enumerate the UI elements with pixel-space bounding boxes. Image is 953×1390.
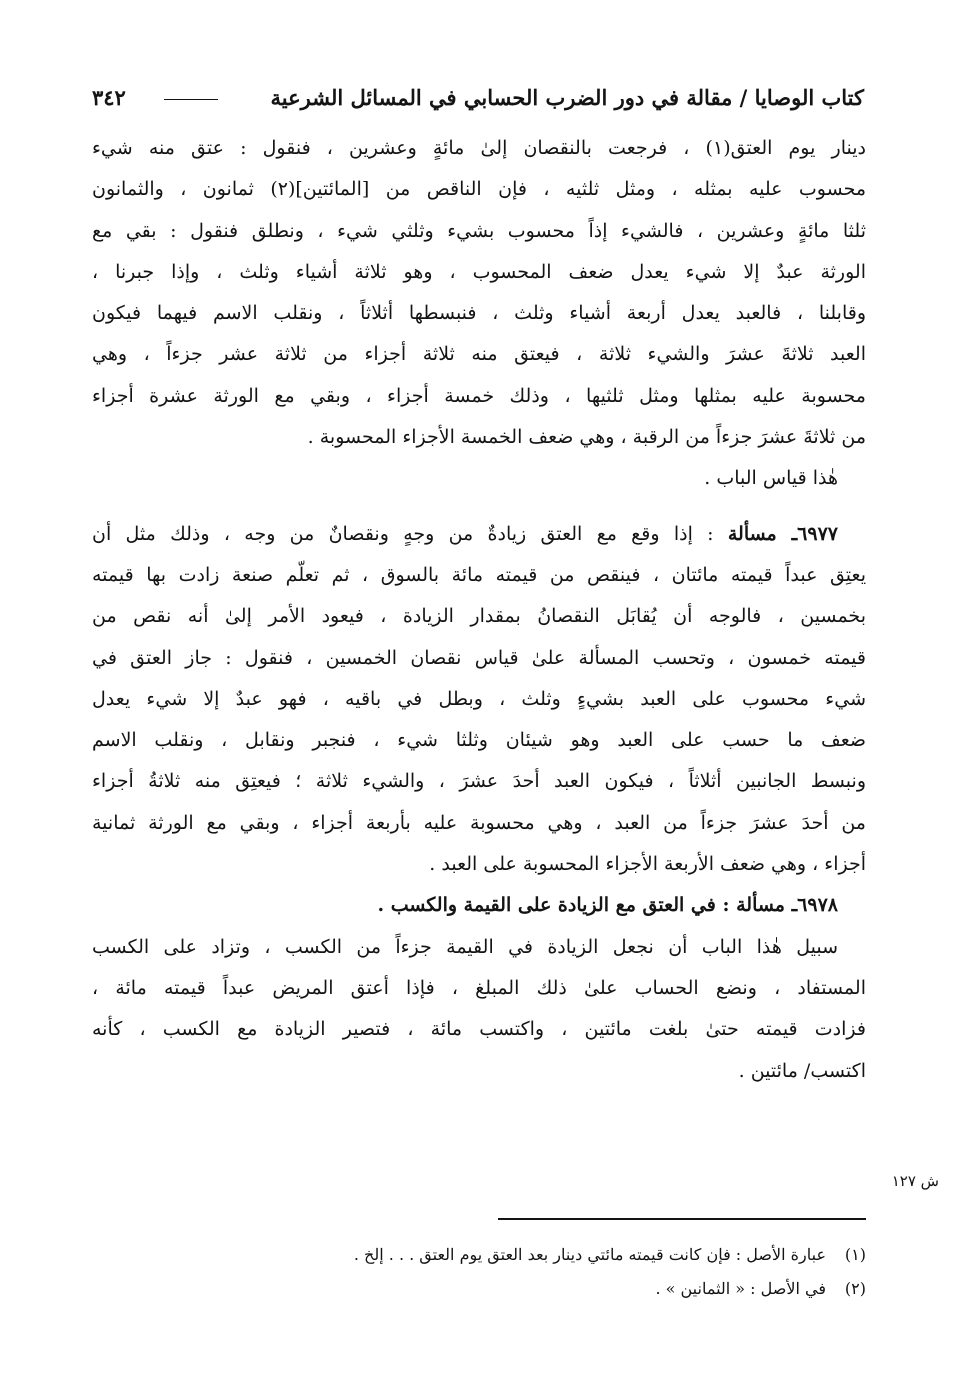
text-line: العبد ثلاثةَ عشرَ والشيء ثلاثة ، فيعتق منه ثلاثة أجزاء من ثلاثة عشر جزءاً ، وهي	[92, 343, 866, 366]
text-line: ثلثا مائةٍ وعشرين ، فالشيء إذاً محسوب بشيء وثلثي شيء ، ونطلق فنقول : بقي مع	[92, 219, 866, 242]
text-line: الورثة عبدٌ إلا شيء يعدل ضعف المحسوب ، وهو ثلاثة أشياء وثلث ، وإذا جبرنا ،	[92, 260, 866, 283]
footnote-2	[150, 1272, 866, 1306]
text-line: من ثلاثةَ عشرَ جزءاً من الرقبة ، وهي ضعف الخمسة الأجزاء المحسوبة .	[307, 426, 866, 449]
text-line: يعتِق عبداً قيمته مائتان ، فينقص من قيمته مائة بالسوق ، ثم تعلّم صنعة زادت بها قيمته	[92, 563, 866, 586]
footnote-1	[150, 1238, 866, 1272]
footnote-number: (٢)	[844, 1279, 866, 1298]
issue-label: ٦٩٧٨ـ مسألة	[736, 894, 838, 917]
text-line: فزادت قيمته حتىٰ بلغت مائتين ، واكتسب مائة ، فتصير الزيادة مع الكسب ، كأنه	[92, 1018, 866, 1041]
text-line: سبيل هٰذا الباب أن نجعل الزيادة في القيمة جزءاً من الكسب ، وتزاد على الكسب	[92, 935, 838, 958]
footnote-number: (١)	[844, 1245, 866, 1264]
text-line: ونبسط الجانبين أثلاثاً ، فيكون العبد أحدَ عشرَ ، والشيء ثلاثة ؛ فيعتِق منه ثلاثةُ أجزاء	[92, 770, 866, 793]
text-line: اكتسب/ مائتين .	[738, 1059, 866, 1082]
text-line: بخمسين ، فالوجه أن يُقابَل النقصانُ بمقدار الزيادة ، فيعود الأمر إلىٰ أنه نقص من	[92, 605, 866, 628]
footnote-text: عبارة الأصل : فإن كانت قيمته مائتي دينار بعد العتق يوم العتق . . . إلخ .	[353, 1245, 826, 1264]
issue-text: : إذا وقع مع العتق زيادةٌ من وجهٍ ونقصانٌ من وجه ، وذلك مثل أن	[92, 522, 728, 545]
text-line: المستفاد ، ونضع الحساب علىٰ ذلك المبلغ ، فإذا أعتق المريض عبداً قيمته مائة ،	[92, 976, 866, 999]
footnote-separator	[498, 1218, 866, 1220]
issue-6977-first-line	[92, 514, 866, 555]
text-line: أجزاء ، وهي ضعف الأربعة الأجزاء المحسوبة على العبد .	[429, 853, 866, 876]
header-rule	[164, 99, 218, 100]
text-line: شيء محسوب على العبد بشيءٍ وثلث ، وبطل في باقيه ، فهو عبدٌ إلا شيء يعدل	[92, 687, 866, 710]
header-title: كتاب الوصايا / مقالة في دور الضرب الحسابي في المسائل الشرعية	[270, 85, 864, 110]
issue-6978-heading	[92, 885, 866, 926]
text-line: محسوبة عليه بمثلها ومثل ثلثيها ، وذلك خمسة أجزاء ، وبقي مع الورثة عشرة أجزاء	[92, 384, 866, 407]
text-line: وقابلنا ، فالعبد يعدل أربعة أشياء وثلث ، فنبسطها أثلاثاً ، ونقلب الاسم فيهما فيكون	[92, 302, 866, 325]
page-number: ٣٤٢	[92, 85, 126, 110]
issue-label: ٦٩٧٧ـ مسألة	[727, 522, 838, 545]
footnote-text: في الأصل : « الثمانين » .	[655, 1279, 826, 1298]
text-line: محسوب عليه بمثله ، ومثل ثلثيه ، فإن الناقص من [المائتين](٢) ثمانون ، والثمانون	[92, 178, 866, 201]
manuscript-margin-note: ش ١٢٧	[891, 1172, 939, 1190]
closing-line: هٰذا قياس الباب .	[704, 467, 838, 490]
text-line: من أحدَ عشرَ جزءاً من العبد ، وهي محسوبة عليه بأربعة أجزاء ، وبقي مع الورثة ثمانية	[92, 811, 866, 834]
text-line: قيمته خمسون ، وتحسب المسألة علىٰ قياس نقصان الخمسين ، فنقول : جاز العتق في	[92, 646, 866, 669]
text-line: دينار يوم العتق(١) ، فرجعت بالنقصان إلىٰ مائةٍ وعشرين ، فنقول : عتق منه شيء	[92, 137, 866, 159]
running-header	[92, 78, 864, 118]
issue-heading-text: : في العتق مع الزيادة على القيمة والكسب .	[377, 894, 737, 917]
text-line: ضعف ما حسب على العبد وهو شيئان وثلثا شيء ، فنجبر ونقابل ، ونقلب الاسم	[92, 729, 866, 752]
body-text	[92, 128, 866, 1092]
footnotes	[150, 1238, 866, 1306]
paragraph-gap	[92, 500, 866, 514]
